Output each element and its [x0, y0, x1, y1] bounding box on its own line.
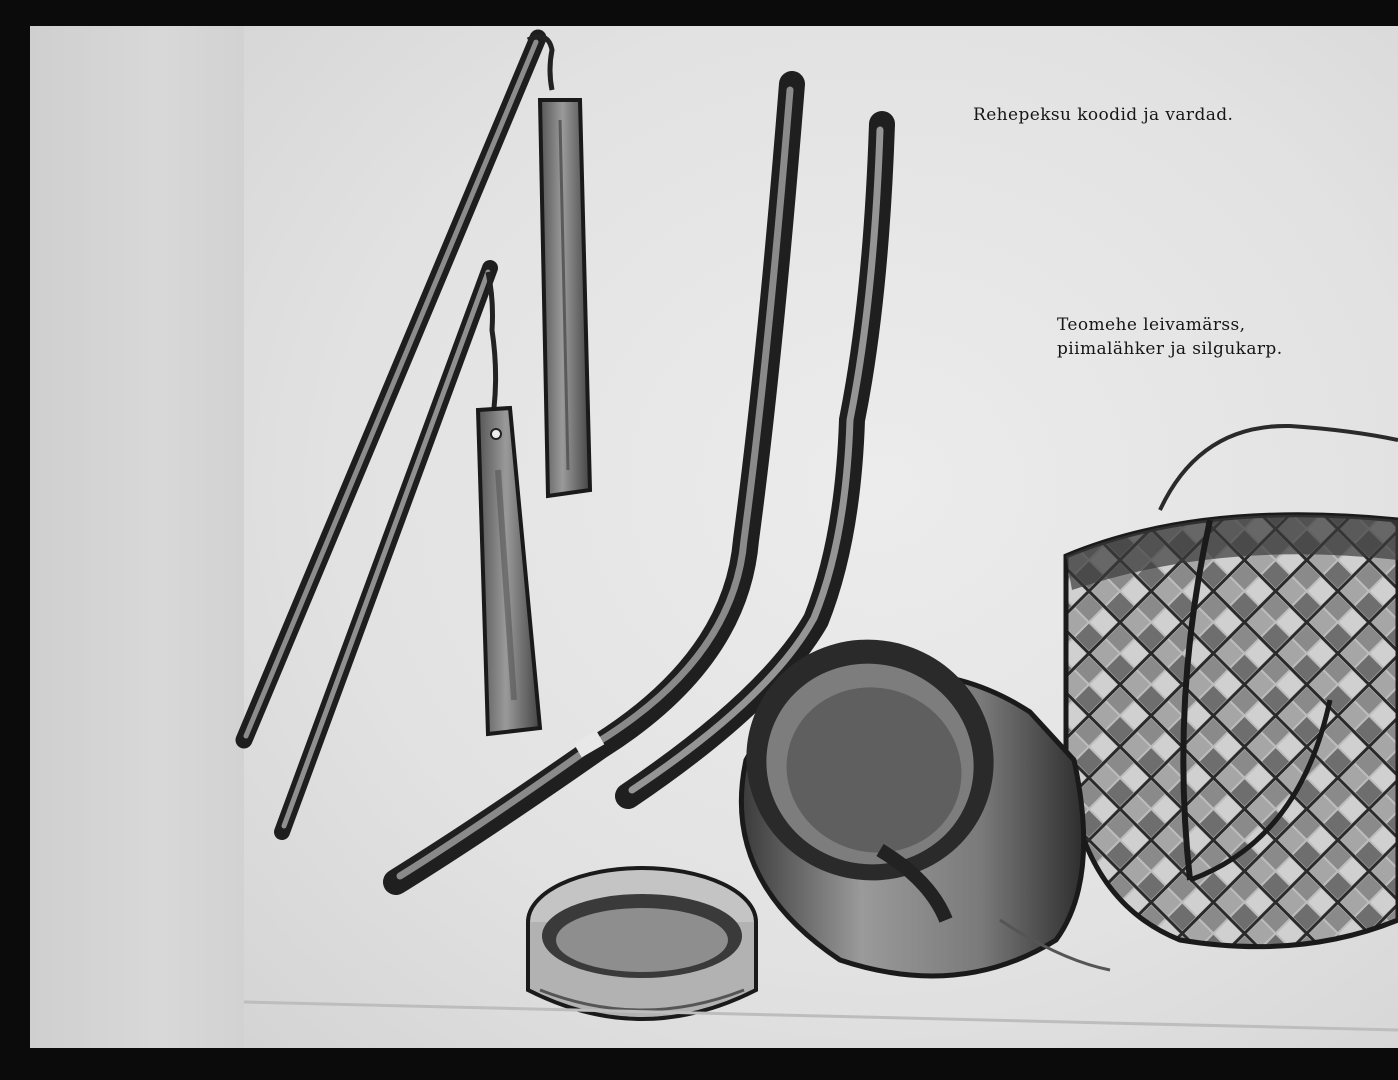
woven-bread-bag — [1066, 426, 1398, 947]
herring-box — [528, 868, 756, 1019]
flail-short-handle — [282, 268, 496, 832]
threshing-rod-left — [396, 84, 792, 882]
caption-containers-line1: Teomehe leivamärss, — [1057, 315, 1246, 335]
flail-long-beater — [540, 100, 590, 496]
shelf-edge — [244, 1002, 1398, 1030]
caption-containers-line2: piimalähker ja silgukarp. — [1057, 339, 1283, 359]
flail-short-beater — [478, 408, 540, 734]
caption-flails: Rehepeksu koodid ja vardad. — [973, 105, 1234, 125]
